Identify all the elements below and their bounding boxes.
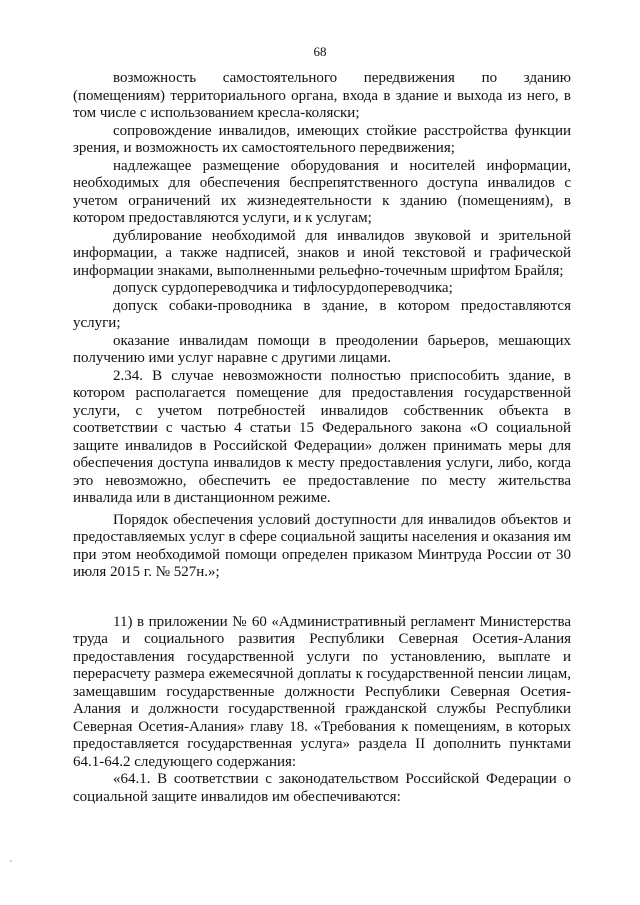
paragraph-64-1: «64.1. В соответствии с законодательством Российской Федерации о социальной защите инвалидов им обеспечиваются:: [73, 771, 571, 805]
paragraph-2-34: 2.34. В случае невозможности полностью приспособить здание, в котором располагается помещение для предоставления государственной услуги, с учетом потребностей инвалидов собственник объекта в соответствии с частью 4 статьи 15 Федерального закона «О социальной защите инвалидов в Российской Федерации» должен принимать меры для обеспечения доступа инвалидов к месту предоставления услуги, либо, когда это невозможно, обеспечить ее предоставление по месту жительства инвалида или в дистанционном режиме.: [73, 367, 571, 506]
paragraph-braille: дублирование необходимой для инвалидов звуковой и зрительной информации, а также надписей, знаков и иной текстовой и графической информации знаками, выполненными рельефно-точечным шрифтом Брайля;: [73, 227, 571, 279]
paragraph-procedure: Порядок обеспечения условий доступности для инвалидов объектов и предоставляемых услуг в сфере социальной защиты населения и оказания им при этом необходимой помощи определен приказом Минтруда России от 30 июля 2015 г. № 527н.»;: [73, 511, 571, 580]
paragraph-mobility: возможность самостоятельного передвижения по зданию (помещениям) территориального органа, входа в здание и выхода из него, в том числе с использованием кресла-коляски;: [73, 70, 571, 121]
paragraph-guide-dog: допуск собаки-проводника в здание, в котором предоставляются услуги;: [73, 297, 571, 331]
paragraph-assistance: оказание инвалидам помощи в преодолении барьеров, мешающих получению ими услуг наравне с другими лицами.: [73, 332, 571, 366]
paragraph-item-11: 11) в приложении № 60 «Административный регламент Министерства труда и социального развития Республики Северная Осетия-Алания предоставления государственной услуги по установлению, выплате и перерасчету размера ежемесячной доплаты к государственной пенсии лицам, замещавшим государственные должности Республики Северная Осетия-Алания и должности государственной гражданской службы Республики Северная Осетия-Алания» главу 18. «Требования к помещениям, в которых предоставляется государственная услуга» раздела II дополнить пунктами 64.1-64.2 следующего содержания:: [73, 613, 571, 770]
paragraph-escort: сопровождение инвалидов, имеющих стойкие расстройства функции зрения, и возможность их самостоятельного передвижения;: [73, 122, 571, 156]
paragraph-equipment: надлежащее размещение оборудования и носителей информации, необходимых для обеспечения беспрепятственного доступа инвалидов с учетом ограничений их жизнедеятельности к зданию (помещениям), в котором предоставляются услуги, и к услугам;: [73, 157, 571, 226]
document-body: [73, 70, 571, 806]
paragraph-interpreter: допуск сурдопереводчика и тифлосурдопереводчика;: [113, 280, 453, 296]
scan-speck: [10, 860, 12, 862]
page-number: 68: [313, 44, 327, 59]
